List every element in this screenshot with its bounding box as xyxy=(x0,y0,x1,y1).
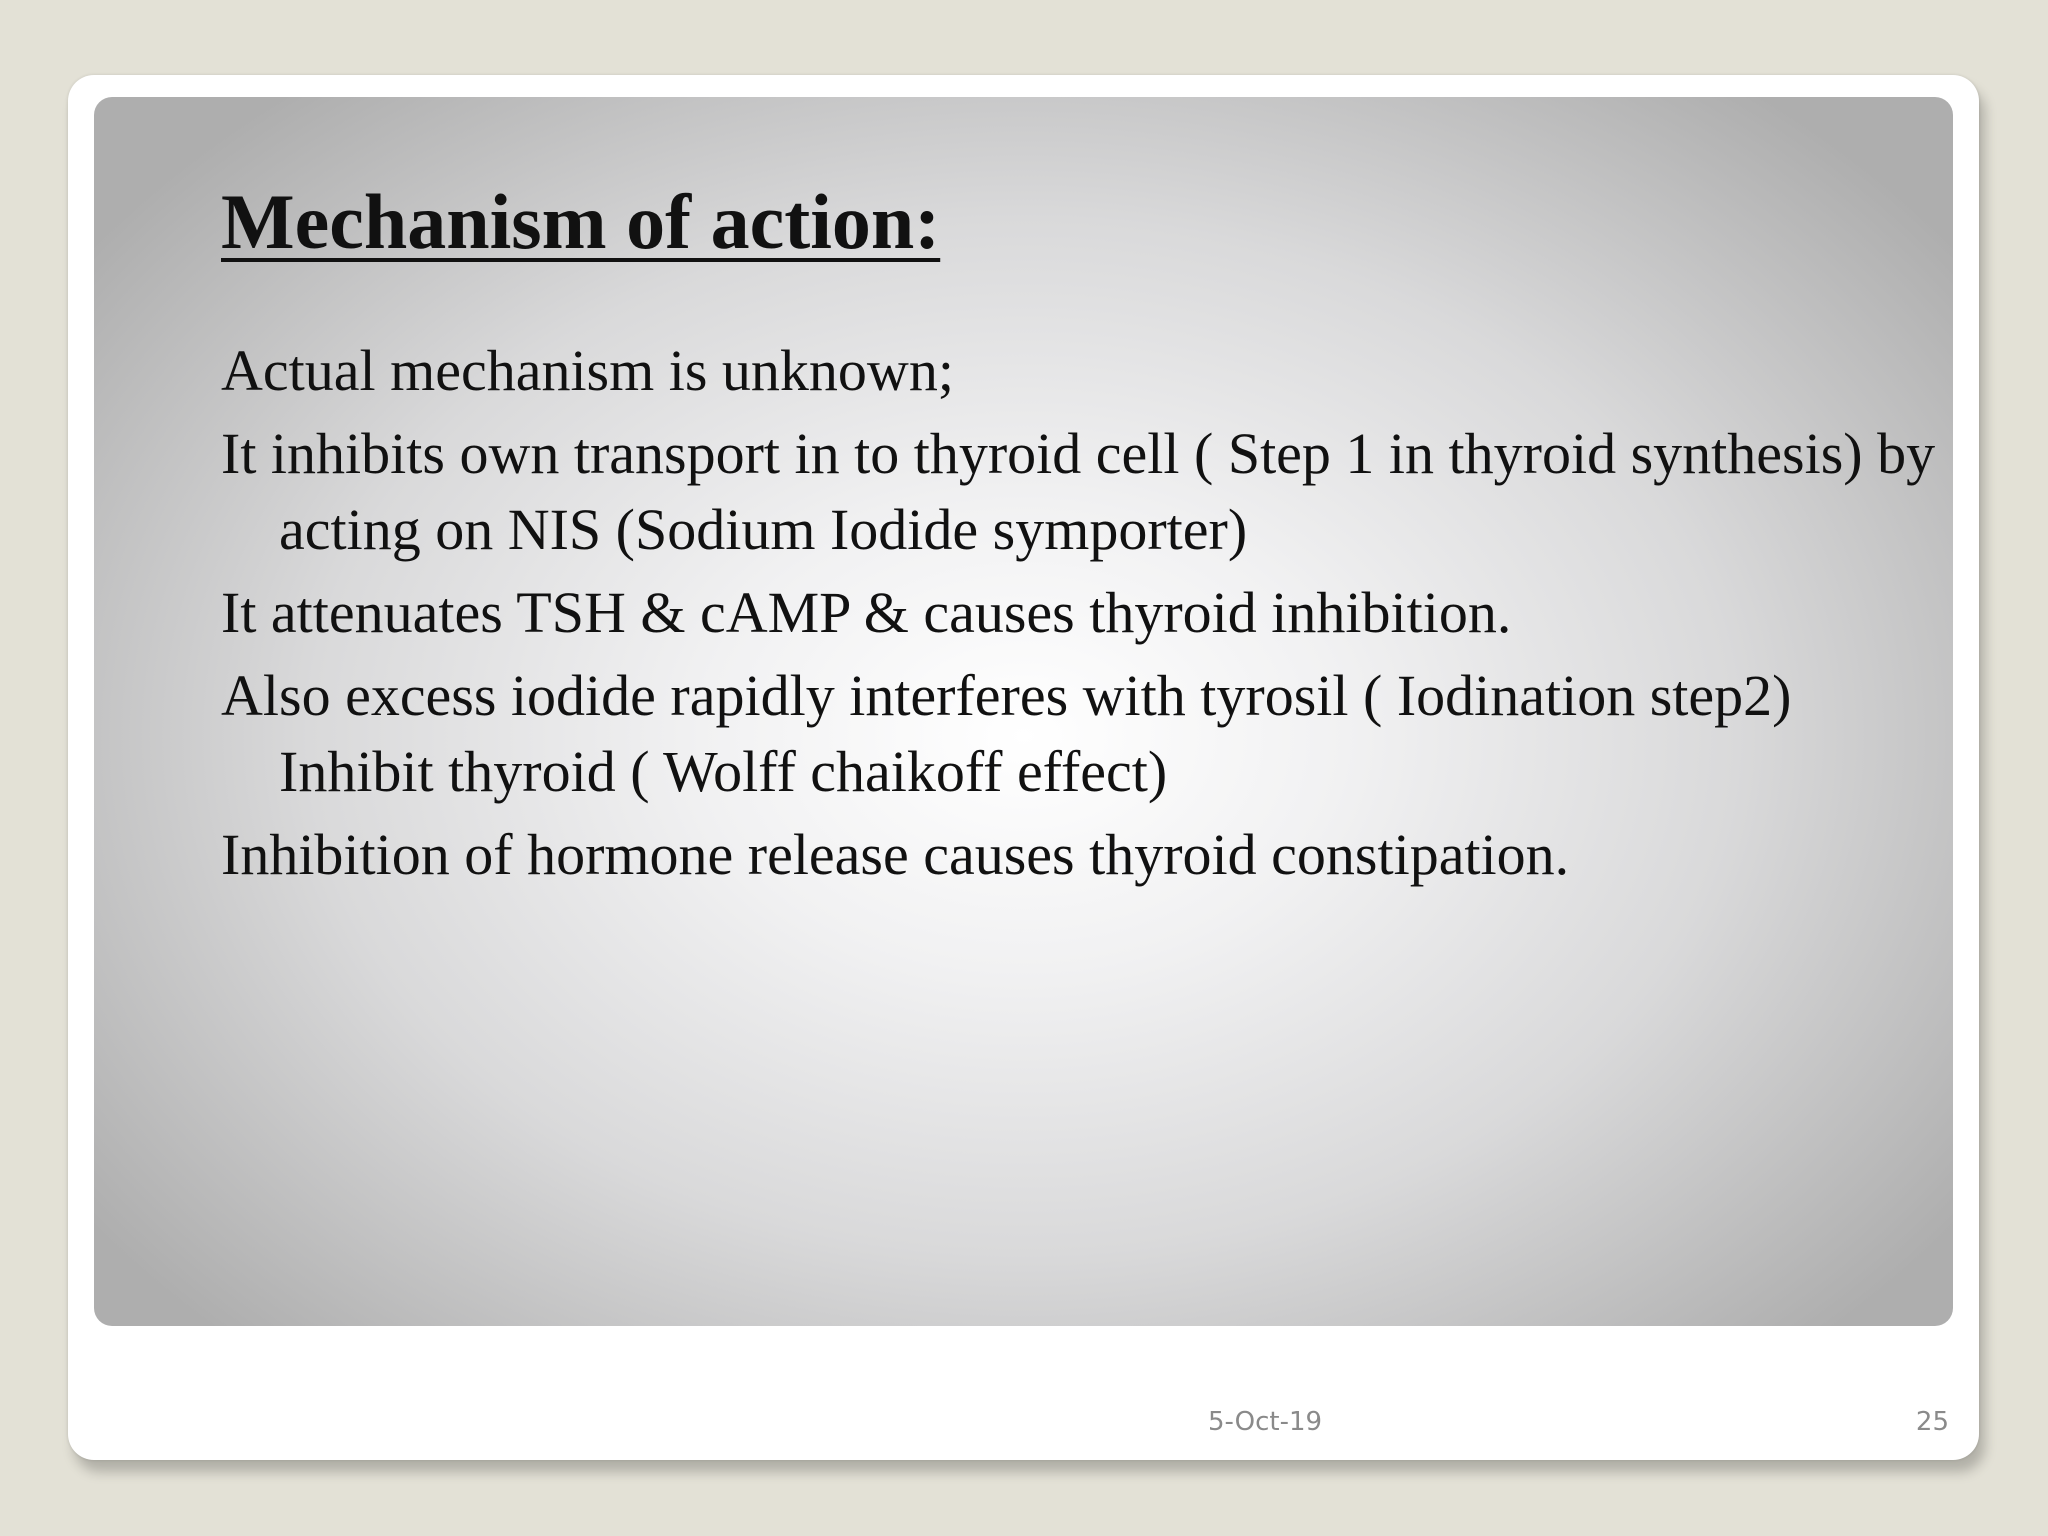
bullet-item: It attenuates TSH & cAMP & causes thyroid inhibition. xyxy=(221,580,1512,645)
bullet-item: Inhibition of hormone release causes thyroid constipation. xyxy=(221,822,1570,887)
page-number: 25 xyxy=(1915,1407,1949,1437)
slide-card xyxy=(68,75,1979,1460)
slide-title: Mechanism of action: xyxy=(221,178,941,265)
bullet-list xyxy=(221,333,1941,900)
content-panel xyxy=(94,97,1953,1326)
bullet-item: Also excess iodide rapidly interferes with tyrosil ( Iodination step2) Inhibit thyroid ( Wolff chaikoff effect) xyxy=(221,663,1792,804)
bullet-item: Actual mechanism is unknown; xyxy=(221,338,954,403)
footer-date: 5-Oct-19 xyxy=(1208,1407,1323,1437)
bullet-item: It inhibits own transport in to thyroid cell ( Step 1 in thyroid synthesis) by acting on NIS (Sodium Iodide symporter) xyxy=(221,421,1936,562)
